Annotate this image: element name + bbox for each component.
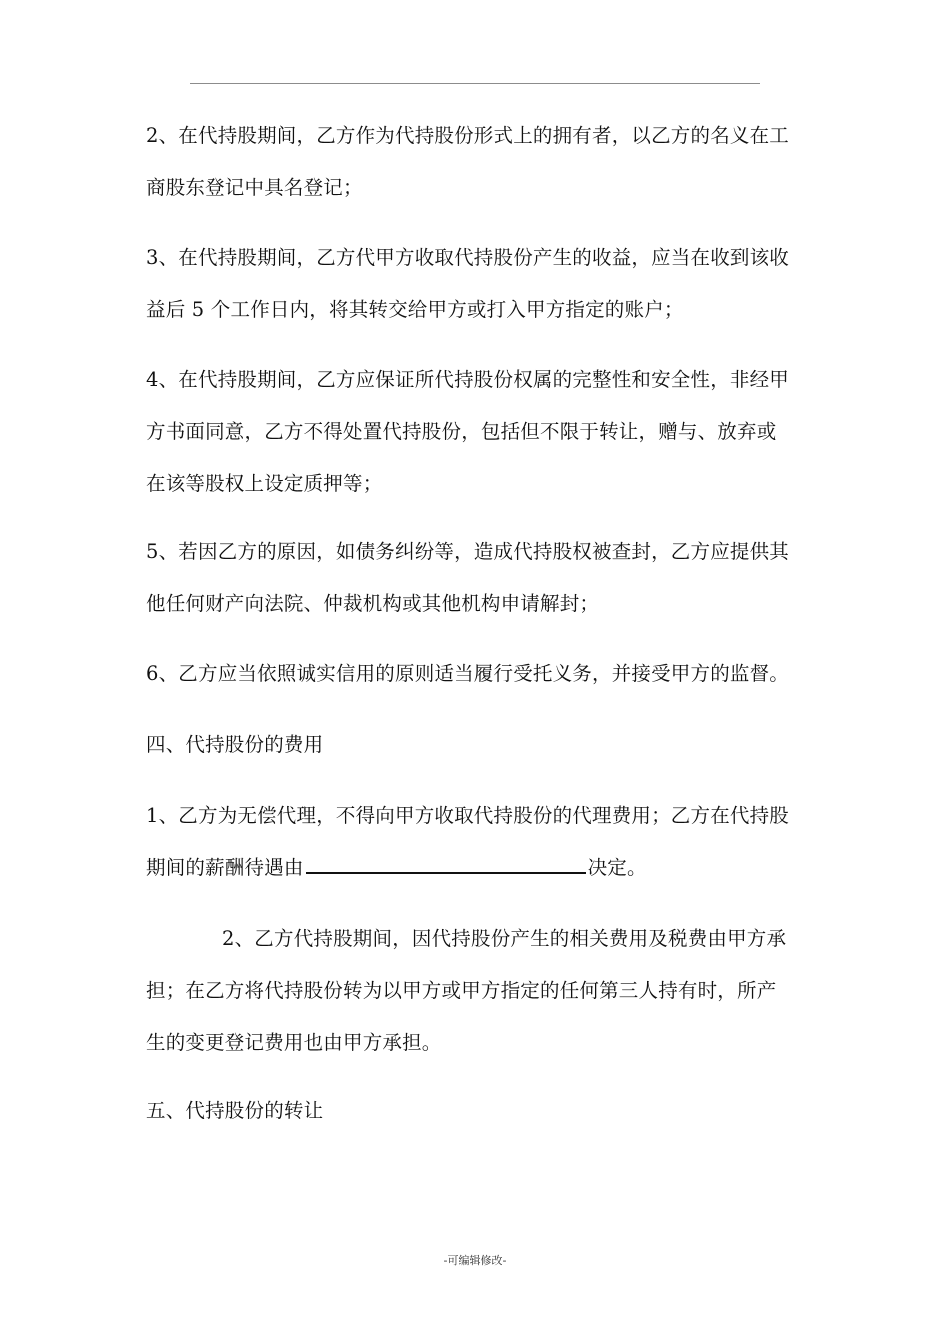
clause-3 xyxy=(146,232,866,336)
header-rule xyxy=(190,83,760,84)
text-line: 5、若因乙方的原因，如债务纠纷等，造成代持股权被查封，乙方应提供其 xyxy=(146,540,790,563)
text-line: 他任何财产向法院、仲裁机构或其他机构申请解封； xyxy=(146,592,600,615)
section-4-heading xyxy=(146,719,866,771)
text-line: 3、在代持股期间，乙方代甲方收取代持股份产生的收益，应当在收到该收 xyxy=(146,246,790,269)
text-line: 2、在代持股期间，乙方作为代持股份形式上的拥有者，以乙方的名义在工 xyxy=(146,124,790,147)
text-line: 1、乙方为无偿代理，不得向甲方收取代持股份的代理费用；乙方在代持股 xyxy=(146,804,790,827)
clause-5 xyxy=(146,526,866,630)
text-line: 4、在代持股期间，乙方应保证所代持股份权属的完整性和安全性，非经甲 xyxy=(146,368,790,391)
text-line: 益后 5 个工作日内，将其转交给甲方或打入甲方指定的账户； xyxy=(146,298,684,321)
text-line: 商股东登记中具名登记； xyxy=(146,176,363,199)
fill-in-blank[interactable] xyxy=(306,846,586,874)
clause-4 xyxy=(146,354,866,510)
clause-6 xyxy=(146,648,866,700)
page-footer: -可编辑修改- xyxy=(443,1254,507,1267)
text-after-blank: 决定。 xyxy=(587,856,647,879)
text-line: 6、乙方应当依照诚实信用的原则适当履行受托义务，并接受甲方的监督。 xyxy=(146,662,790,685)
text-line: 在该等股权上设定质押等； xyxy=(146,472,383,495)
text-line: 担；在乙方将代持股份转为以甲方或甲方指定的任何第三人持有时，所产 xyxy=(146,979,777,1002)
text-line: 2、乙方代持股期间，因代持股份产生的相关费用及税费由甲方承 xyxy=(222,927,787,950)
text-before-blank: 期间的薪酬待遇由 xyxy=(146,856,304,879)
section-4-item-2 xyxy=(146,913,866,1069)
heading-text: 四、代持股份的费用 xyxy=(146,733,324,756)
section-4-item-1 xyxy=(146,790,866,894)
text-line: 方书面同意，乙方不得处置代持股份，包括但不限于转让，赠与、放弃或 xyxy=(146,420,777,443)
clause-2 xyxy=(146,110,866,214)
section-5-heading xyxy=(146,1085,866,1137)
text-line xyxy=(146,842,866,894)
heading-text: 五、代持股份的转让 xyxy=(146,1099,324,1122)
text-line: 生的变更登记费用也由甲方承担。 xyxy=(146,1031,442,1054)
